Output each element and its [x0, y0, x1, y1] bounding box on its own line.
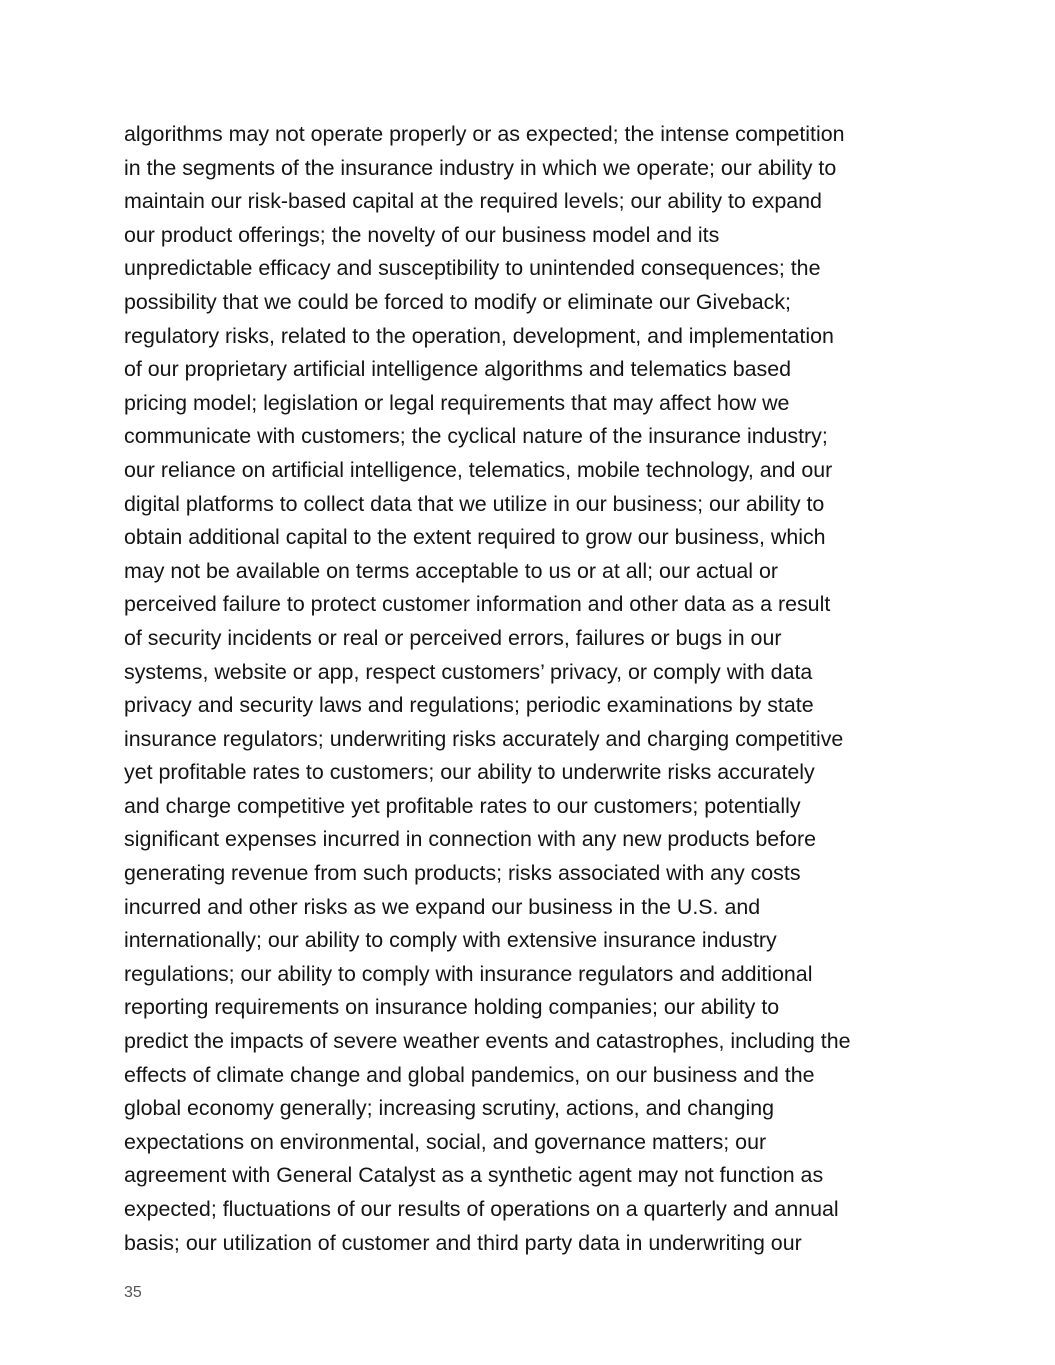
text-line: global economy generally; increasing scrutiny, actions, and changing [124, 1096, 775, 1121]
text-line: maintain our risk-based capital at the required levels; our ability to expand [124, 189, 822, 214]
text-line: predict the impacts of severe weather events and catastrophes, including the [124, 1029, 851, 1054]
text-line: privacy and security laws and regulations; periodic examinations by state [124, 693, 814, 718]
text-line: incurred and other risks as we expand our business in the U.S. and [124, 894, 761, 919]
text-line: possibility that we could be forced to modify or eliminate our Giveback; [124, 289, 791, 314]
body-paragraph [124, 118, 944, 1260]
text-line: agreement with General Catalyst as a synthetic agent may not function as [124, 1163, 824, 1188]
text-line: generating revenue from such products; risks associated with any costs [124, 861, 801, 886]
text-line: our reliance on artificial intelligence, telematics, mobile technology, and our [124, 457, 833, 482]
text-line: regulatory risks, related to the operation, development, and implementation [124, 323, 834, 348]
text-line: significant expenses incurred in connection with any new products before [124, 827, 817, 852]
text-line: basis; our utilization of customer and third party data in underwriting our [124, 1230, 802, 1255]
text-line: our product offerings; the novelty of our business model and its [124, 222, 720, 247]
text-line: of security incidents or real or perceived errors, failures or bugs in our [124, 625, 782, 650]
text-line: in the segments of the insurance industry in which we operate; our ability to [124, 155, 837, 180]
text-line: pricing model; legislation or legal requirements that may affect how we [124, 390, 790, 415]
text-line: expected; fluctuations of our results of operations on a quarterly and annual [124, 1197, 839, 1221]
text-line: effects of climate change and global pandemics, on our business and the [124, 1062, 815, 1087]
text-line: algorithms may not operate properly or as expected; the intense competition [124, 122, 845, 146]
text-line: perceived failure to protect customer information and other data as a result [124, 592, 831, 617]
text-line: expectations on environmental, social, and governance matters; our [124, 1129, 767, 1154]
text-line: obtain additional capital to the extent required to grow our business, which [124, 525, 826, 550]
text-line: digital platforms to collect data that we utilize in our business; our ability to [124, 491, 825, 516]
text-line: regulations; our ability to comply with insurance regulators and additional [124, 961, 813, 986]
text-line: unpredictable efficacy and susceptibility to unintended consequences; the [124, 256, 821, 281]
text-line: may not be available on terms acceptable to us or at all; our actual or [124, 558, 778, 583]
text-line: yet profitable rates to customers; our ability to underwrite risks accurately [124, 760, 815, 785]
page-number: 35 [124, 1284, 142, 1301]
text-line: internationally; our ability to comply with extensive insurance industry [124, 928, 777, 953]
text-line: and charge competitive yet profitable rates to our customers; potentially [124, 793, 801, 818]
text-line: of our proprietary artificial intelligence algorithms and telematics based [124, 357, 792, 382]
text-line: insurance regulators; underwriting risks accurately and charging competitive [124, 726, 844, 751]
text-line: communicate with customers; the cyclical nature of the insurance industry; [124, 424, 828, 449]
text-line: systems, website or app, respect customers’ privacy, or comply with data [124, 659, 813, 684]
text-line: reporting requirements on insurance holding companies; our ability to [124, 995, 780, 1020]
